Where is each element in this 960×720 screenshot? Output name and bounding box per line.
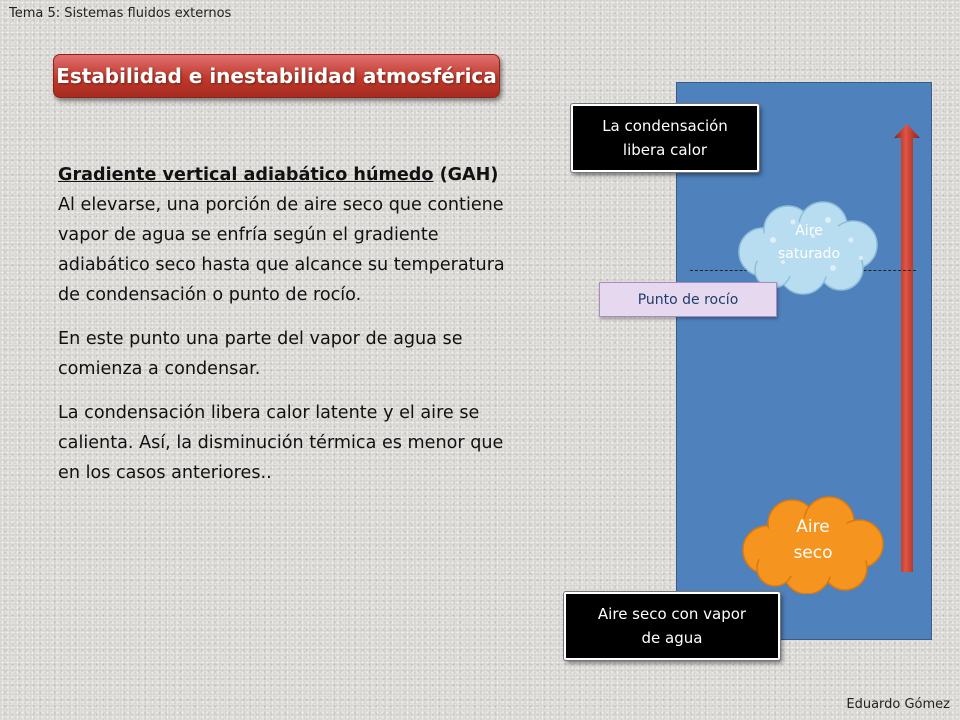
topic-header: Tema 5: Sistemas fluidos externos [9, 6, 232, 21]
heading-underlined: Gradiente vertical adiabático húmedo [58, 165, 434, 185]
dew-point-label: Punto de rocío [599, 282, 777, 317]
dry-air-cloud [737, 494, 889, 594]
heading-abbr: (GAH) [433, 165, 499, 185]
paragraph-1: Al elevarse, una porción de aire seco que contiene vapor de agua se enfría según el gradiente adiabático seco hasta que alcance su temperatura de condensación o punto de rocío. [58, 195, 505, 305]
dry-air-label: Aire seco [793, 517, 833, 563]
section-heading [58, 160, 523, 310]
saturated-air-label: Aire saturado [777, 223, 841, 262]
condensation-label: La condensación libera calor [571, 104, 759, 172]
body-text [58, 160, 523, 502]
paragraph-3: La condensación libera calor latente y el aire se calienta. Así, la disminución térmica es menor que en los casos anteriores.. [58, 403, 504, 483]
paragraph-2: En este punto una parte del vapor de agua se comienza a condensar. [58, 329, 463, 379]
author: Eduardo Gómez [846, 697, 950, 712]
rising-arrow-icon [894, 124, 920, 572]
slide-title: Estabilidad e inestabilidad atmosférica [53, 54, 500, 98]
dry-air-vapor-label: Aire seco con vapor de agua [564, 592, 780, 660]
